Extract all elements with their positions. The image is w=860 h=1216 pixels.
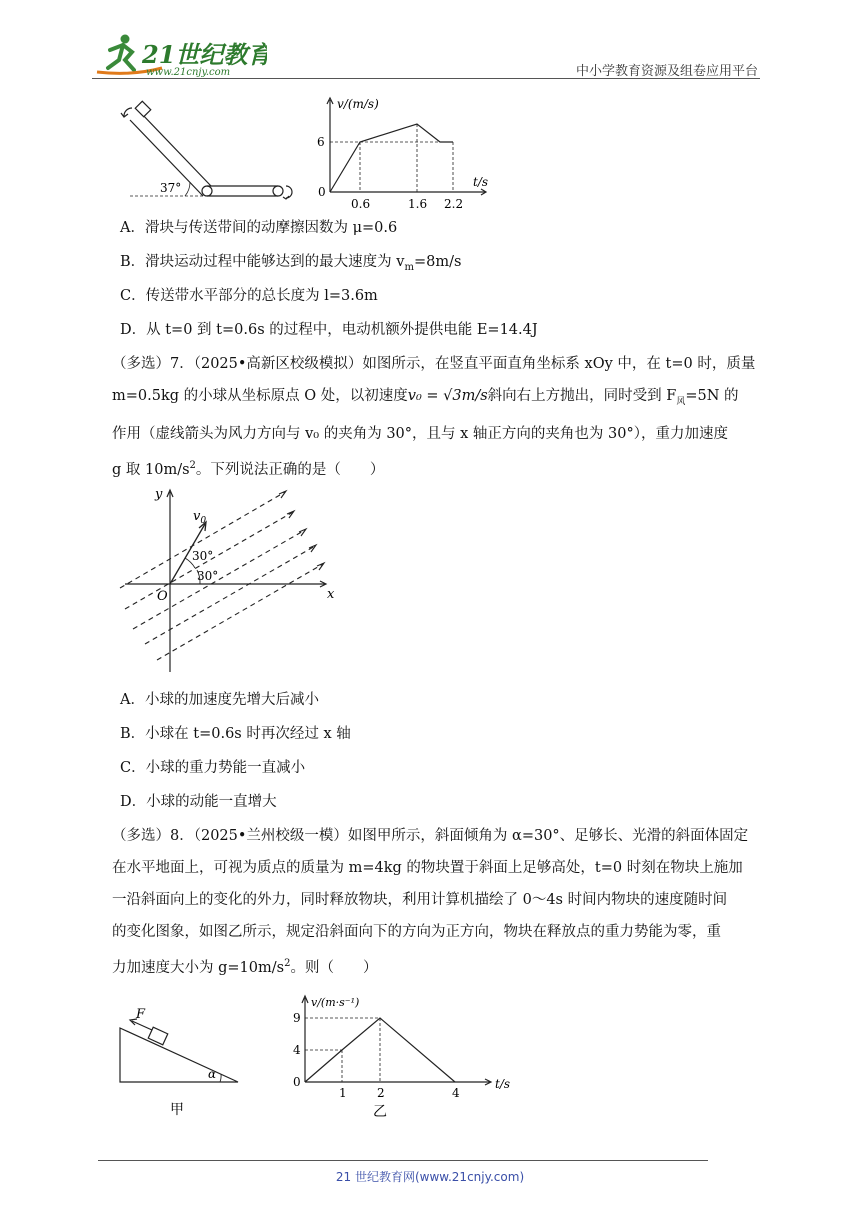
footer-divider (98, 1160, 708, 1161)
conveyor-figure (110, 96, 300, 208)
header-divider (92, 78, 760, 79)
q8-graph-ylabel: v/(m·s⁻¹) (311, 996, 360, 1009)
q8-graph-origin: 0 (293, 1075, 301, 1089)
q6-velocity-curve (330, 124, 453, 192)
q6-option-b: B．滑块运动过程中能够达到的最大速度为 $v_m=8m/s$ (120, 254, 462, 273)
q7-angle-label-1: 30° (192, 549, 214, 563)
q6-graph-origin: 0 (318, 185, 326, 199)
q8-graph-ytick-4: 4 (293, 1043, 301, 1057)
q8-stem: （多选）8．（2025•兰州校级一模）如图甲所示，斜面倾角为 α=30°、足够长、光滑的斜面体固定 在水平地面上，可视为质点的质量为 m=4kg 的物块置于斜面上足够高处，t=0 时刻在物块上施加 一沿斜面向上的变化的外力，同时释放物块，利用计算机描绘了 0～4s 时间内物块的速度随时间 的变化图象，如图乙所示，规定沿斜面向下的方向为正方向，物块在释放点的重力势能为零，重 力加速度大小为 $g=10m/s^2$。则（ ） (112, 828, 749, 976)
q8-graph-xtick-2: 2 (377, 1086, 385, 1100)
q8-graph-xtick-4: 4 (452, 1086, 460, 1100)
q6-graph-ylabel: v/(m/s) (337, 97, 379, 111)
q7-option-c: C．小球的重力势能一直减小 (120, 760, 306, 776)
incline-angle-label: 37° (160, 181, 182, 195)
q6-graph-ytick: 6 (317, 135, 325, 149)
platform-name: 中小学教育资源及组卷应用平台 (575, 64, 758, 79)
q6-graph-xlabel: t/s (473, 175, 489, 189)
q7-option-d: D．小球的动能一直增大 (120, 794, 277, 810)
q7-angle-label-2: 30° (197, 569, 219, 583)
force-label: F (136, 1007, 146, 1022)
q6-graph-xtick-1: 0.6 (351, 197, 371, 211)
q6-option-d: D．从 t=0 到 t=0.6s 的过程中，电动机额外提供电能 E=14.4J (120, 322, 538, 338)
q7-stem: （多选）7．（2025•高新区校级模拟）如图所示，在竖直平面直角坐标系 xOy 中，在 t=0 时，质量 m=0.5kg 的小球从坐标原点 O 处，以初速度v₀ = √3m/s斜向右上方抛出，同时受到 $F_风=5N$ 的 作用（虚线箭头为风力方向与 v₀ 的夹角为 30°，且与 x 轴正方向的夹角也为 30°），重力加速度 g 取 $10m/s^2$。下列说法正确的是（ ） (112, 356, 756, 478)
q6-option-a: A．滑块与传送带间的动摩擦因数为 μ=0.6 (120, 220, 398, 236)
q7-x-axis-label: x (327, 587, 335, 602)
v0-label: $v_0$ (193, 509, 207, 526)
q7-wind-figure (115, 484, 345, 674)
footer-link[interactable]: 21 世纪教育网(www.21cnjy.com) (335, 1170, 525, 1184)
alpha-label: α (208, 1067, 217, 1081)
caption-yi: 乙 (373, 1104, 387, 1118)
q8-incline-figure (110, 1000, 250, 1118)
q8-graph-xtick-1: 1 (339, 1086, 347, 1100)
q6-graph-xtick-2: 1.6 (408, 197, 428, 211)
q6-option-c: C．传送带水平部分的总长度为 l=3.6m (120, 288, 378, 304)
q8-graph-xlabel: t/s (495, 1077, 511, 1091)
slider-block (135, 101, 151, 117)
q8-graph-ytick-9: 9 (293, 1011, 301, 1025)
q7-y-axis-label: y (155, 487, 163, 502)
q8-vt-graph (285, 992, 525, 1118)
site-logo (92, 30, 267, 78)
logo-url: www.21cnjy.com (146, 67, 231, 78)
logo-text: 21世纪教育 (142, 40, 267, 69)
q7-option-a: A．小球的加速度先增大后减小 (120, 692, 319, 708)
q7-option-b: B．小球在 t=0.6s 时再次经过 x 轴 (120, 726, 351, 742)
q7-origin-label: O (157, 589, 168, 604)
q6-graph-xtick-3: 2.2 (444, 197, 464, 211)
q6-vt-graph (305, 92, 495, 212)
caption-jia: 甲 (170, 1102, 184, 1118)
